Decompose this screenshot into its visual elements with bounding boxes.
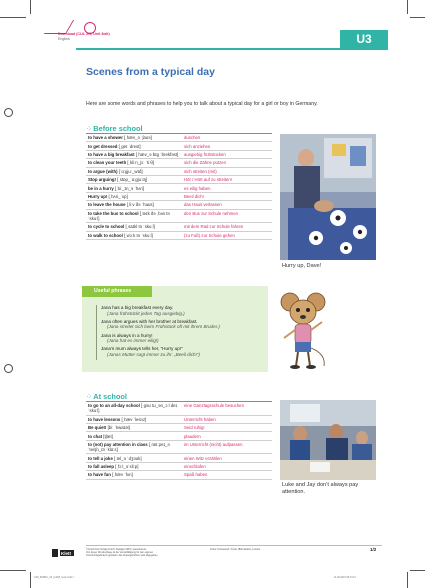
vocab-term: to go to an all-day school [88, 403, 140, 409]
punch-hole [4, 364, 13, 373]
vocab-pronunciation: [ˌkliːn_jɔː ˈtiːθ] [127, 160, 154, 166]
vocab-english [86, 151, 180, 158]
vocab-term: to walk to school [88, 232, 123, 238]
vocab-row [86, 193, 272, 201]
vocab-pronunciation: [ˌhæv ˈlesnz] [121, 416, 147, 422]
vocab-row [86, 201, 272, 209]
phrase-english: Jana often argues with her brother at breakfast. [101, 318, 198, 324]
vocab-row [86, 184, 272, 192]
section-heading-before-school [86, 124, 143, 133]
vocab-row [86, 223, 272, 231]
vocab-pronunciation: [ˌstɒp_ˈɑːɡjuːɪŋ] [117, 177, 148, 183]
vocab-pronunciation: [ˌɡet ˈdrest] [118, 143, 141, 149]
crop-mark [0, 17, 26, 18]
dots-icon: ⁘ [86, 392, 94, 401]
vocab-english [86, 193, 180, 200]
vocab-term: to leave the house [88, 202, 126, 208]
vocab-pronunciation: [ˌsaɪkl tə ˈskuːl] [125, 224, 155, 230]
section-heading-text: At school [93, 392, 127, 401]
vocab-english [86, 463, 180, 470]
unit-tab: U3 [340, 30, 388, 48]
vocab-row [86, 210, 272, 224]
phrase-english: Jana has a big breakfast every day. [101, 305, 174, 310]
publisher-line: Unterrichtsgebrauch gestattet. Die Kopiergebühren sind abgegolten. [86, 554, 159, 557]
klett-logo [52, 544, 74, 556]
vocab-pronunciation: [ˌfɔːl_əˈsliːp] [115, 463, 139, 469]
vocab-english [86, 402, 180, 415]
vocab-pronunciation: [ˌɡəʊ tʊ_ən_ɔːl deɪ ˈskuːl] [88, 403, 178, 414]
phrase-german: (Janas Mutter sagt immer zu ihr: „Beeil dich!“) [107, 351, 200, 357]
useful-phrases-list [96, 305, 264, 360]
vocab-english [86, 232, 180, 239]
vocab-term: Be quiet! [88, 425, 107, 431]
vocab-german: Beeil dich! [184, 193, 204, 199]
vocab-row [86, 232, 272, 240]
photo-credits: Fotos: Fotosearch / Fotos (Bilz-Studio), London [210, 548, 261, 551]
vocab-term: to tell a joke [88, 455, 113, 461]
page-title: Scenes from a typical day [86, 66, 215, 78]
vocab-english [86, 471, 180, 478]
page-number: 1/2 [370, 547, 377, 552]
vocab-row [86, 134, 272, 142]
crop-mark [410, 17, 425, 18]
vocab-row [86, 416, 272, 424]
vocab-pronunciation: [ˌteɪk ðə ˌbʌs tə ˈskuːl] [88, 210, 170, 221]
vocab-pronunciation: [ˌhæv_ə bɪɡ ˈbrekfəst] [135, 151, 179, 157]
vocab-german: den Bus zur Schule nehmen [184, 210, 238, 216]
vocab-german: sich anziehen [184, 143, 211, 149]
vocab-term: to take the bus to school [88, 210, 139, 216]
vocab-german: Hör / Hört auf zu streiten! [184, 177, 233, 183]
vocab-english [86, 134, 180, 141]
vocab-pronunciation: [ˌhæv_ə ˈʃaʊə] [124, 135, 152, 141]
vocab-english [86, 223, 180, 230]
header-rule [76, 48, 388, 50]
crop-mark [30, 0, 31, 14]
vocab-term: to cycle to school [88, 224, 125, 230]
vocab-german: ausgiebig frühstücken [184, 151, 226, 157]
print-date: 11.08.2015 08:14:13 [334, 576, 356, 579]
vocab-english [86, 176, 180, 183]
mouse-mascot-illustration [276, 292, 332, 370]
vocab-german: Seid ruhig! [184, 425, 205, 431]
phrase-german: (Jana streitet sich beim Frühstück oft mit ihrem Bruder.) [107, 324, 220, 330]
vocab-term: to fall asleep [88, 463, 115, 469]
vocab-pronunciation: [ˈɑːɡjuː_wɪð] [118, 168, 143, 174]
vocab-row [86, 402, 272, 416]
vocab-english [86, 168, 180, 175]
vocab-english [86, 424, 180, 431]
page-intro: Here are some words and phrases to help you to talk about a typical day for a girl or boy in Germany. [86, 101, 318, 107]
publisher-note [86, 548, 158, 557]
vocab-row [86, 432, 272, 440]
vocab-english [86, 441, 180, 454]
vocab-pronunciation: [ˌhʌri_ˈʌp] [108, 193, 128, 199]
vocab-row [86, 471, 272, 479]
vocab-english [86, 454, 180, 461]
photo-caption: Hurry up, Dave! [282, 263, 322, 269]
useful-phrase [101, 319, 264, 330]
publisher-line: Von dieser Druckvorlage ist die Vervielfältigung für den eigenen [86, 551, 154, 554]
useful-phrases-box [82, 286, 268, 372]
photo-hurry-up [280, 134, 376, 260]
crop-mark [407, 572, 408, 588]
vocab-german: (zu Fuß) zur Schule gehen [184, 232, 235, 238]
vocab-pronunciation: [tʃæt] [103, 433, 113, 439]
vocab-german: plaudern [184, 433, 201, 439]
vocab-pronunciation: [biː ˈkwaɪət] [107, 425, 130, 431]
footer-rule [86, 545, 382, 546]
vocab-german: im Unterricht (nicht) aufpassen [184, 441, 243, 447]
vocab-german: Spaß haben [184, 472, 208, 478]
crop-mark [0, 570, 26, 571]
vocab-german: Unterricht haben [184, 416, 216, 422]
vocab-term: be in a hurry [88, 185, 114, 191]
vocab-term: to have a shower [88, 135, 123, 141]
phrase-english: Jana is always in a hurry! [101, 332, 153, 338]
vocab-term: to have fun [88, 472, 111, 478]
dots-icon: ⁘ [86, 124, 94, 133]
photo-classroom [280, 400, 376, 480]
vocab-row [86, 151, 272, 159]
vocab-english [86, 210, 180, 223]
vocab-pronunciation: [ˌliːv ðə ˈhaʊs] [126, 202, 154, 208]
useful-phrases-heading: Useful phrases [82, 286, 152, 297]
vocab-table-before-school [86, 134, 272, 240]
badge-subtitle: English [58, 36, 70, 41]
vocab-term: to get dressed [88, 143, 118, 149]
useful-phrase [101, 305, 264, 316]
vocab-term: Hurry up! [88, 193, 108, 199]
section-heading-at-school [86, 392, 127, 401]
vocab-pronunciation: [ˌhæv ˈfʌn] [112, 472, 133, 478]
vocab-row [86, 454, 272, 462]
vocab-row [86, 463, 272, 471]
useful-phrase [101, 333, 264, 344]
vocab-pronunciation: [ˌwɔːk tə ˈskuːl] [124, 232, 153, 238]
svg-text:Klett: Klett [61, 551, 71, 556]
vocab-row [86, 176, 272, 184]
photo-caption: Luke and Jay don’t always pay attention. [282, 482, 359, 496]
vocab-german: duschen [184, 135, 201, 141]
crop-mark [407, 0, 408, 14]
vocab-row [86, 142, 272, 150]
phrase-german: (Jana frühstückt jeden Tag ausgiebig.) [107, 310, 185, 316]
vocab-english [86, 159, 180, 166]
crop-mark [410, 570, 425, 571]
phrase-german: (Jana hat es immer eilig!) [107, 338, 159, 344]
vocab-german: sich streiten (mit) [184, 168, 217, 174]
badge-title: Download (CLIL 2/3, Unit 3/alt) [58, 32, 110, 36]
vocab-english [86, 432, 180, 439]
vocab-term: to clean your teeth [88, 160, 127, 166]
vocab-term: to have a big breakfast [88, 151, 135, 157]
vocab-row [86, 424, 272, 432]
vocab-english [86, 416, 180, 423]
vocab-english [86, 184, 180, 191]
vocab-german: es eilig haben [184, 185, 211, 191]
print-slug: CMI_393810_U3_cu008_heeb.indd 1 [34, 576, 74, 579]
vocab-term: Stop arguing! [88, 177, 116, 183]
vocab-term: to have lessons [88, 416, 121, 422]
vocab-german: das Haus verlassen [184, 202, 222, 208]
vocab-german: einen Witz erzählen [184, 455, 222, 461]
crop-mark [30, 572, 31, 588]
vocab-row [86, 159, 272, 167]
vocab-german: mit dem Rad zur Schule fahren [184, 224, 244, 230]
vocab-english [86, 142, 180, 149]
vocab-german: einschlafen [184, 463, 206, 469]
vocab-pronunciation: [ˌtel_ə ˈdʒəʊk] [114, 455, 142, 461]
vocab-pronunciation: [ˌbiː_ɪn_ə ˈhʌri] [115, 185, 144, 191]
vocab-row [86, 168, 272, 176]
vocab-english [86, 201, 180, 208]
vocab-term: to argue (with) [88, 168, 118, 174]
vocab-term: to chat [88, 433, 103, 439]
vocab-table-at-school [86, 402, 272, 480]
download-badge [40, 18, 120, 42]
vocab-german: sich die Zähne putzen [184, 160, 227, 166]
badge-text [58, 32, 110, 41]
vocab-term: to (not) pay attention in class [88, 441, 148, 447]
section-heading-text: Before school [93, 124, 143, 133]
vocab-german: eine Ganztagsschule besuchen [184, 403, 244, 409]
phrase-english: Jana’s mum always tells her, “Hurry up!” [101, 346, 183, 352]
vocab-pronunciation: [ˌnɒt peɪ_əˈtenʃn_ɪn ˈklɑːs] [88, 441, 170, 453]
vocab-row [86, 441, 272, 455]
publisher-line: © Ernst Klett Verlag GmbH, Stuttgart 2015 | www.klett.de [86, 548, 147, 551]
useful-phrase [101, 346, 264, 357]
punch-hole [4, 108, 13, 117]
